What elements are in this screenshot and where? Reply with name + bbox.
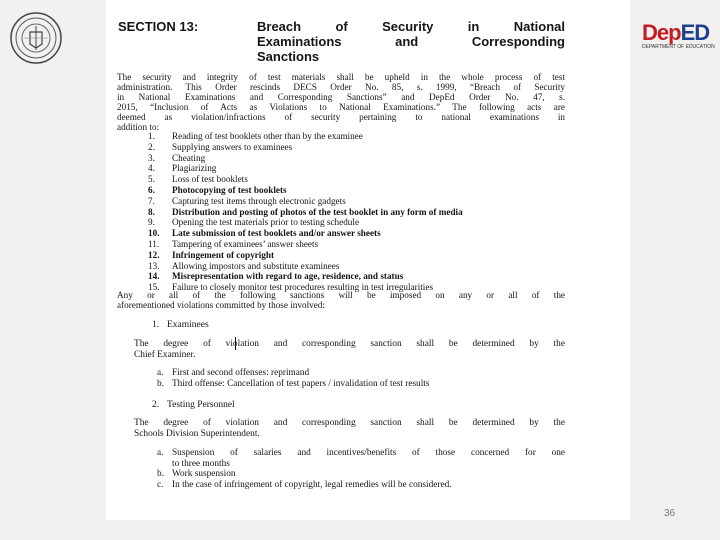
section-label: SECTION 13: bbox=[118, 19, 199, 34]
list-item: c. In the case of infringement of copyright, legal remedies will be considered. bbox=[157, 480, 452, 491]
list-item: 2. Supplying answers to examinees bbox=[148, 141, 293, 152]
degree-line: Schools Division Superintendent. bbox=[134, 428, 260, 439]
intro-line: addition to: bbox=[117, 122, 160, 132]
sanctions-intro-line: Any or all of the following sanctions will be imposed on any or all of the bbox=[117, 290, 565, 300]
list-item: 10. Late submission of test booklets and/or answer sheets bbox=[148, 228, 381, 239]
examinees-heading: 1. Examinees bbox=[152, 320, 209, 330]
examinees-degree-paragraph bbox=[134, 339, 565, 360]
deped-logo bbox=[640, 20, 715, 52]
degree-line: Chief Examiner. bbox=[134, 349, 196, 360]
intro-line: deemed as violation/infractions of security pertaining to national examinations in bbox=[117, 112, 565, 122]
violations-list bbox=[148, 131, 463, 293]
list-item: 11. Tampering of examinees’ answer sheets bbox=[148, 238, 319, 249]
list-item: 8. Distribution and posting of photos of the test booklet in any form of media bbox=[148, 206, 463, 217]
deped-logo-subtext: DEPARTMENT OF EDUCATION bbox=[642, 44, 715, 50]
list-item: b. Third offense: Cancellation of test papers / invalidation of test results bbox=[157, 379, 430, 389]
examinees-sanctions-list bbox=[157, 368, 430, 390]
section-title-line: Sanctions bbox=[257, 49, 320, 64]
deped-logo-text: DepED bbox=[642, 20, 710, 45]
list-item: 4. Plagiarizing bbox=[148, 163, 217, 174]
intro-line: The security and integrity of test materials shall be upheld in the whole process of test bbox=[117, 72, 565, 82]
list-item: 1. Reading of test booklets other than by the examinee bbox=[148, 131, 363, 141]
page-number: 36 bbox=[664, 508, 676, 519]
intro-line: administration. This Order rescinds DECS Order No. 85, s. 1999, “Breach of Security bbox=[117, 82, 565, 92]
section-title bbox=[257, 19, 565, 64]
list-item: 6. Photocopying of test booklets bbox=[148, 184, 287, 195]
list-item: 14. Misrepresentation with regard to age, residence, and status bbox=[148, 271, 404, 282]
seal-icon bbox=[8, 10, 64, 66]
list-item: 13. Allowing impostors and substitute examinees bbox=[148, 260, 340, 271]
personnel-heading: 2. Testing Personnel bbox=[152, 400, 235, 410]
intro-paragraph bbox=[117, 72, 565, 132]
sanctions-intro bbox=[117, 290, 565, 310]
list-item: 7. Capturing test items through electronic gadgets bbox=[148, 195, 346, 206]
list-item: 12. Infringement of copyright bbox=[148, 249, 275, 260]
list-item: b. Work suspension bbox=[157, 469, 236, 480]
section-title-line: Breach of Security in National bbox=[257, 19, 565, 34]
section-title-line: Examinations and Corresponding bbox=[257, 34, 565, 49]
list-item: a. First and second offenses: reprimand bbox=[157, 368, 310, 378]
list-item: 15. Failure to closely monitor test procedures resulting in test irregularities bbox=[148, 282, 434, 293]
list-item: 3. Cheating bbox=[148, 152, 206, 163]
sanctions-intro-line: aforementioned violations committed by those involved: bbox=[117, 300, 325, 310]
personnel-degree-paragraph bbox=[134, 418, 565, 439]
degree-line: The degree of violation and corresponding sanction shall be determined by the bbox=[134, 339, 565, 349]
list-item: 5. Loss of test booklets bbox=[148, 174, 248, 185]
intro-line: in National Examinations and Corresponding Sanctions” and DepEd Order No. 47, s. bbox=[117, 92, 565, 102]
list-item: 9. Opening the test materials prior to testing schedule bbox=[148, 217, 360, 228]
list-item: a. Suspension of salaries and incentives/benefits of those concerned for one to three months bbox=[157, 448, 565, 469]
degree-line: The degree of violation and corresponding sanction shall be determined by the bbox=[134, 418, 565, 428]
personnel-sanctions-list bbox=[157, 448, 565, 491]
intro-line: 2015, “Inclusion of Acts as Violations to National Examinations.” The following acts are bbox=[117, 102, 565, 112]
